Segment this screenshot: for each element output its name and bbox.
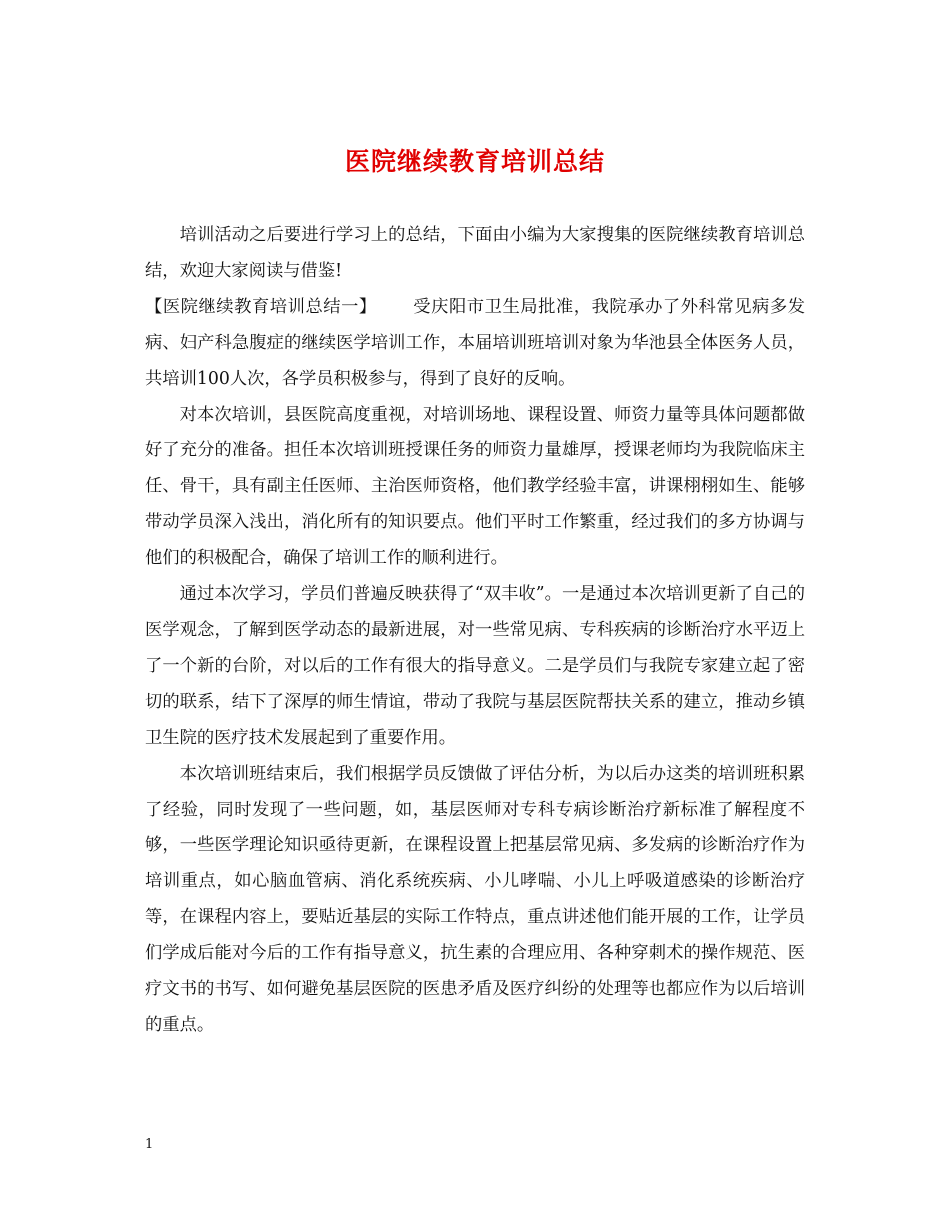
body-paragraph-2: 通过本次学习，学员们普遍反映获得了“双丰收”。一是通过本次培训更新了自己的医学观念，了解到医学动态的最新进展，对一些常见病、专科疾病的诊断治疗水平迈上了一个新的台阶，对以后的工作有很大的指导意义。二是学员们与我院专家建立起了密切的联系，结下了深厚的师生情谊，带动了我院与基层医院帮扶关系的建立，推动乡镇卫生院的医疗技术发展起到了重要作用。	[145, 584, 805, 748]
section-one-paragraph	[145, 290, 805, 398]
section-heading: 【医院继续教育培训总结一】	[145, 296, 377, 317]
body-paragraph-3: 本次培训班结束后，我们根据学员反馈做了评估分析，为以后办这类的培训班积累了经验，同时发现了一些问题，如，基层医师对专科专病诊断治疗新标准了解程度不够，一些医学理论知识亟待更新，在课程设置上把基层常见病、多发病的诊断治疗作为培训重点，如心脑血管病、消化系统疾病、小儿哮喘、小儿上呼吸道感染的诊断治疗等，在课程内容上，要贴近基层的实际工作特点，重点讲述他们能开展的工作，让学员们学成后能对今后的工作有指导意义，抗生素的合理应用、各种穿刺术的操作规范、医疗文书的书写、如何避免基层医院的医患矛盾及医疗纠纷的处理等也都应作为以后培训的重点。	[145, 763, 805, 1035]
body-paragraph-1: 对本次培训，县医院高度重视，对培训场地、课程设置、师资力量等具体问题都做好了充分的准备。担任本次培训班授课任务的师资力量雄厚，授课老师均为我院临床主任、骨干，具有副主任医师、主治医师资格，他们教学经验丰富，讲课栩栩如生、能够带动学员深入浅出，消化所有的知识要点。他们平时工作繁重，经过我们的多方协调与他们的积极配合，确保了培训工作的顺利进行。	[145, 404, 805, 569]
document-title: 医院继续教育培训总结	[344, 147, 605, 176]
intro-paragraph: 培训活动之后要进行学习上的总结，下面由小编为大家搜集的医院继续教育培训总结，欢迎大家阅读与借鉴!	[145, 225, 805, 281]
page-number: 1	[145, 1137, 154, 1152]
document-body	[145, 218, 805, 1044]
section-first-paragraph-text: 受庆阳市卫生局批准，我院承办了外科常见病多发病、妇产科急腹症的继续医学培训工作，本届培训班培训对象为华池县全体医务人员，共培训100人次，各学员积极参与，得到了良好的反响。	[145, 296, 805, 389]
